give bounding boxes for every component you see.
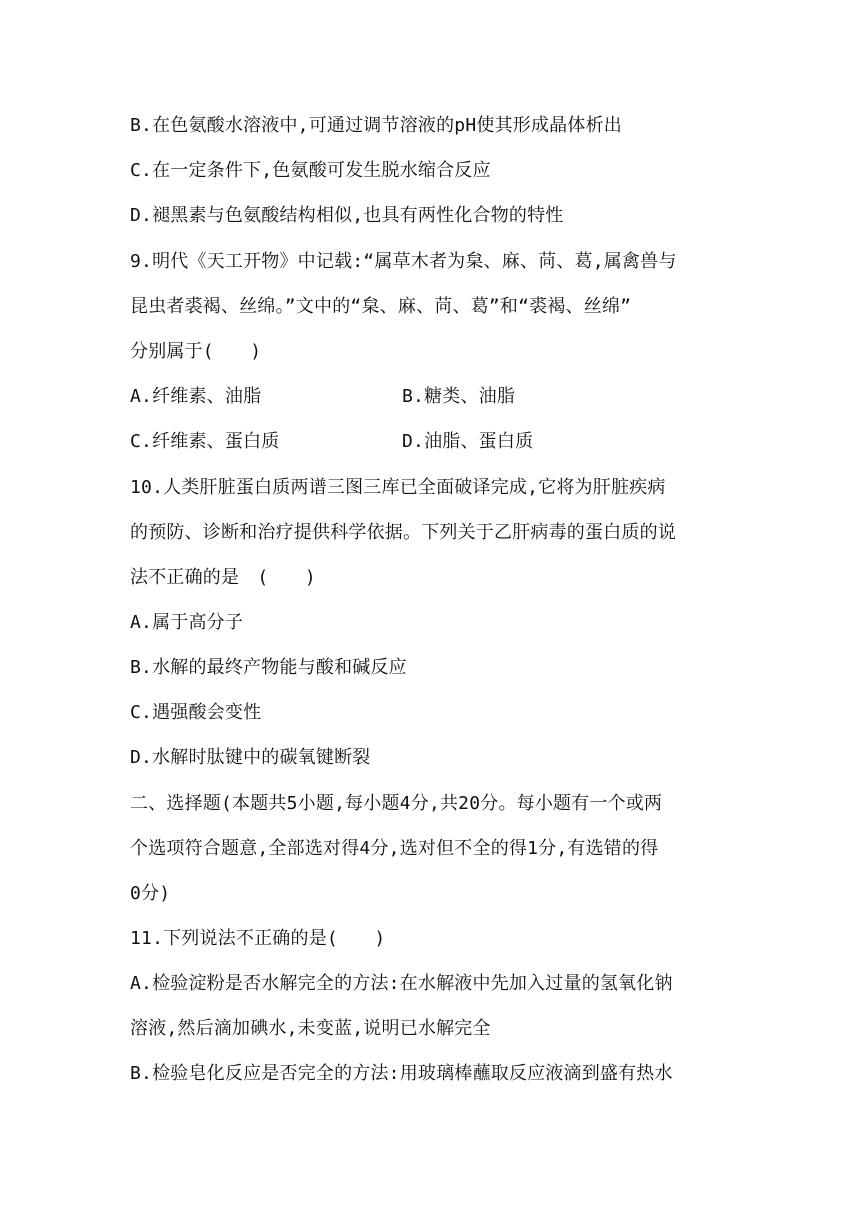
section-2-heading-line-1: 二、选择题(本题共5小题,每小题4分,共20分。每小题有一个或两 <box>130 793 663 814</box>
q9-stem-line-2: 昆虫者裘褐、丝绵。”文中的“枲、麻、苘、葛”和“裘褐、丝绵” <box>130 296 632 317</box>
q11-stem: 11.下列说法不正确的是( ) <box>130 928 386 949</box>
q11-option-b-line-1: B.检验皂化反应是否完全的方法:用玻璃棒蘸取反应液滴到盛有热水 <box>130 1063 673 1084</box>
q8-option-d: D.褪黑素与色氨酸结构相似,也具有两性化合物的特性 <box>130 205 564 226</box>
q9-option-a: A.纤维素、油脂 <box>130 386 262 407</box>
q10-stem-line-2: 的预防、诊断和治疗提供科学依据。下列关于乙肝病毒的蛋白质的说 <box>130 522 676 543</box>
section-2-heading-line-2: 个选项符合题意,全部选对得4分,选对但不全的得1分,有选错的得 <box>130 838 659 859</box>
q10-option-d: D.水解时肽键中的碳氧键断裂 <box>130 747 371 768</box>
q10-option-a: A.属于高分子 <box>130 612 244 633</box>
q9-option-b: B.糖类、油脂 <box>402 386 516 407</box>
q10-stem-line-3: 法不正确的是 ( ) <box>130 567 316 588</box>
q9-option-c: C.纤维素、蛋白质 <box>130 431 280 452</box>
q9-option-d: D.油脂、蛋白质 <box>402 431 534 452</box>
q9-stem-line-3: 分别属于( ) <box>130 341 262 362</box>
q10-option-b: B.水解的最终产物能与酸和碱反应 <box>130 657 407 678</box>
q8-option-b: B.在色氨酸水溶液中,可通过调节溶液的pH使其形成晶体析出 <box>130 115 622 136</box>
q9-stem-line-1: 9.明代《天工开物》中记载:“属草木者为枲、麻、苘、葛,属禽兽与 <box>130 251 677 272</box>
q10-option-c: C.遇强酸会变性 <box>130 702 262 723</box>
q11-option-a-line-2: 溶液,然后滴加碘水,未变蓝,说明已水解完全 <box>130 1018 491 1039</box>
q10-stem-line-1: 10.人类肝脏蛋白质两谱三图三库已全面破译完成,它将为肝脏疾病 <box>130 477 666 498</box>
section-2-heading-line-3: 0分) <box>130 883 171 904</box>
q11-option-a-line-1: A.检验淀粉是否水解完全的方法:在水解液中先加入过量的氢氧化钠 <box>130 973 673 994</box>
q8-option-c: C.在一定条件下,色氨酸可发生脱水缩合反应 <box>130 160 491 181</box>
